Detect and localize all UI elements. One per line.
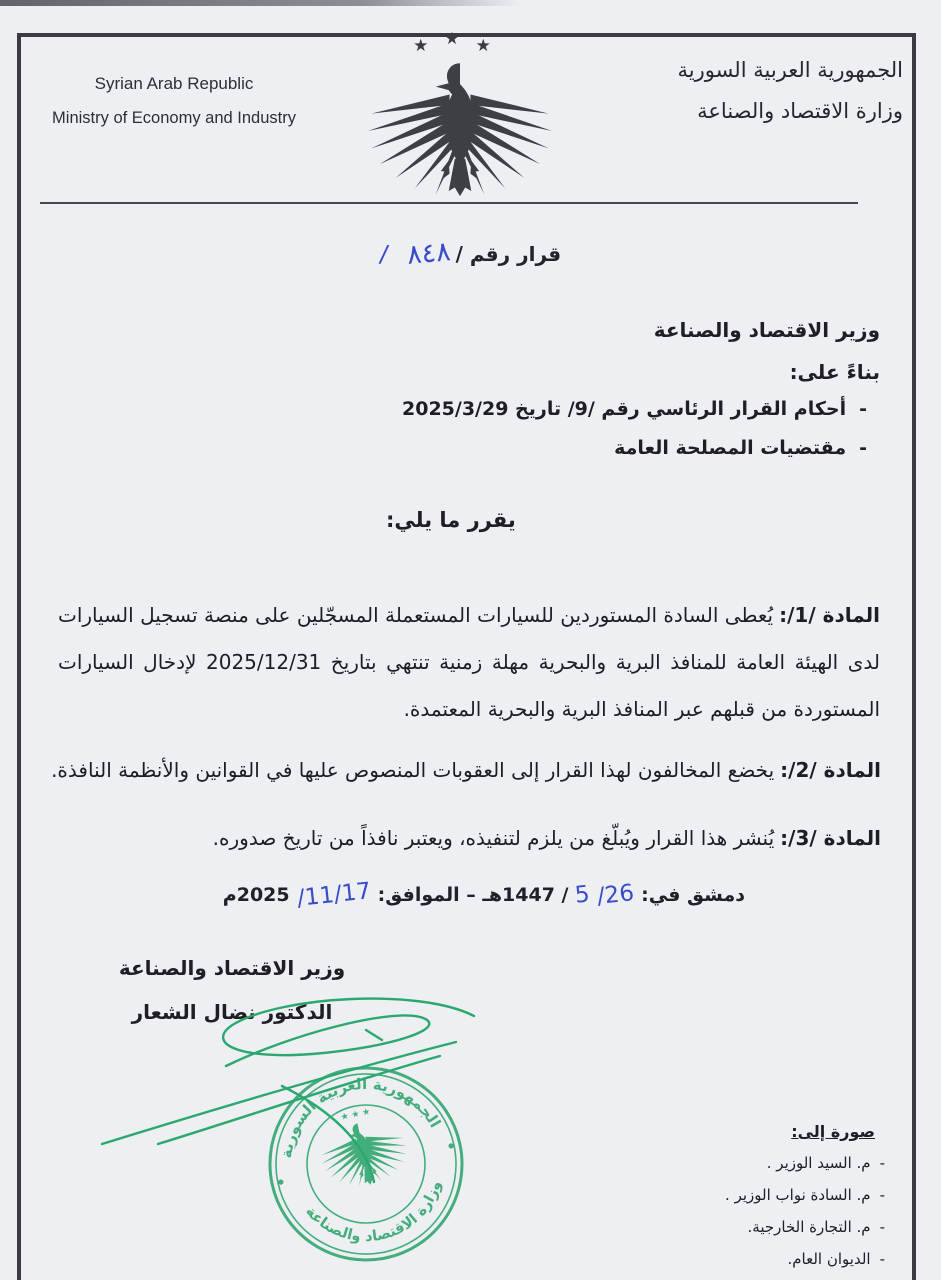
list-item bbox=[695, 1250, 885, 1268]
list-item bbox=[402, 437, 867, 459]
hijri-month-handwritten: 5 bbox=[574, 881, 592, 909]
stamp-stars: ★ ★ ★ bbox=[339, 1107, 372, 1124]
stamp-bottom-text: وزارة الاقتصاد والصناعة bbox=[302, 1179, 445, 1246]
scan-edge-artifact bbox=[0, 0, 520, 6]
eagle-icon bbox=[352, 58, 568, 204]
star-icon: ★ bbox=[413, 36, 445, 56]
bullet-dash: - bbox=[879, 1218, 885, 1236]
copy-to-item-4: الديوان العام. bbox=[787, 1250, 871, 1268]
signature-name: الدكتور نضال الشعار bbox=[131, 1000, 333, 1024]
article-1-label: المادة /1/: bbox=[779, 603, 880, 627]
article-2 bbox=[51, 758, 881, 782]
minister-title: وزير الاقتصاد والصناعة bbox=[653, 318, 880, 342]
bullet-dash: - bbox=[879, 1186, 885, 1204]
based-on-label: بناءً على: bbox=[789, 360, 880, 384]
copy-to-item-3: م. التجارة الخارجية. bbox=[747, 1218, 871, 1236]
hijri-day-handwritten: /26 bbox=[595, 880, 636, 910]
copy-to-item-2: م. السادة نواب الوزير . bbox=[725, 1186, 871, 1204]
decides-heading: يقرر ما يلي: bbox=[386, 508, 516, 532]
article-2-label: المادة /2/: bbox=[780, 758, 881, 782]
copy-to-title: صورة إلى: bbox=[791, 1122, 875, 1141]
hijri-year-and-label: / 1447هـ – الموافق: bbox=[377, 884, 569, 906]
national-emblem bbox=[352, 29, 568, 208]
article-2-text: يخضع المخالفون لهذا القرار إلى العقوبات المنصوص عليها في القوانين والأنظمة النافذة. bbox=[51, 758, 775, 782]
date-prefix: دمشق في: bbox=[641, 884, 745, 906]
country-name-en: Syrian Arab Republic bbox=[94, 74, 254, 93]
decree-number-handwritten: ٨٤٨ bbox=[405, 236, 452, 271]
article-3 bbox=[213, 826, 881, 850]
stars-row bbox=[352, 29, 568, 58]
stamp-top-text: الجمهورية العربية السورية bbox=[277, 1074, 445, 1160]
star-icon: ★ bbox=[475, 36, 507, 56]
date-line bbox=[222, 878, 745, 912]
bullet-dash: - bbox=[859, 437, 867, 459]
list-item bbox=[695, 1218, 885, 1236]
based-on-item-2: مقتضيات المصلحة العامة bbox=[614, 437, 847, 459]
ministry-name-en: Ministry of Economy and Industry bbox=[52, 109, 296, 127]
ministry-name-ar: وزارة الاقتصاد والصناعة bbox=[697, 99, 903, 123]
gregorian-year: 2025م bbox=[222, 884, 290, 906]
star-icon: ★ bbox=[444, 29, 476, 49]
header-divider bbox=[40, 202, 858, 204]
list-item bbox=[695, 1186, 885, 1204]
bullet-dash: - bbox=[859, 398, 867, 420]
country-name-ar: الجمهورية العربية السورية bbox=[677, 58, 903, 82]
article-1-text: يُعطى السادة المستوردين للسيارات المستعملة المسجّلين على منصة تسجيل السيارات لدى الهيئة العامة للمنافذ البرية والبحرية مهلة زمنية تنتهي بتاريخ 2025/12/31 لإدخال السيارات المستوردة من قبلهم عبر المنافذ البرية والبحرية المعتمدة. bbox=[58, 603, 880, 721]
article-3-label: المادة /3/: bbox=[780, 826, 881, 850]
signature-title: وزير الاقتصاد والصناعة bbox=[118, 956, 346, 980]
copy-to-item-1: م. السيد الوزير . bbox=[766, 1154, 871, 1172]
header-english bbox=[28, 74, 320, 128]
decree-number-line bbox=[380, 238, 561, 269]
article-3-text: يُنشر هذا القرار ويُبلّغ من يلزم لتنفيذه، ويعتبر نافذاً من تاريخ صدوره. bbox=[212, 826, 775, 850]
signature-scribble bbox=[68, 986, 498, 1196]
decree-number-label: قرار رقم / bbox=[455, 241, 562, 266]
article-1 bbox=[58, 592, 880, 733]
list-item bbox=[402, 398, 867, 420]
bullet-dash: - bbox=[879, 1154, 885, 1172]
based-on-item-1: أحكام القرار الرئاسي رقم /9/ تاريخ 2025/3/29 bbox=[402, 398, 847, 420]
decree-number-slash: / bbox=[378, 239, 391, 268]
based-on-list bbox=[402, 398, 867, 476]
gregorian-date-handwritten: /11/17 bbox=[295, 878, 372, 912]
header-arabic bbox=[643, 58, 903, 123]
bullet-dash: - bbox=[879, 1250, 885, 1268]
list-item bbox=[695, 1154, 885, 1172]
copy-to-block bbox=[695, 1122, 885, 1280]
